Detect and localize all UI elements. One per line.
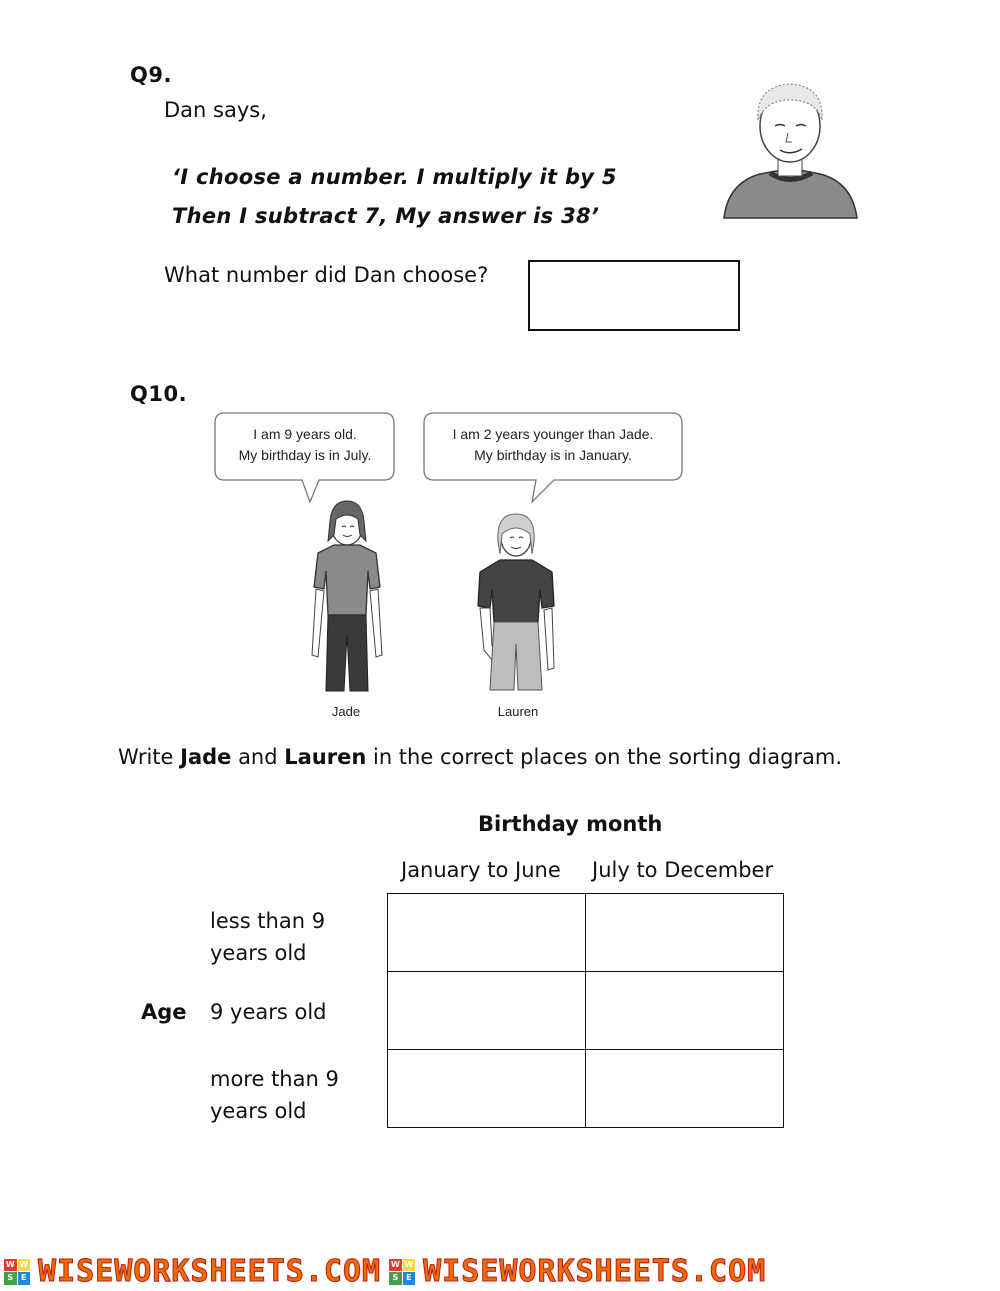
logo-icon: W W S E [4,1259,30,1285]
watermark-text-1: WISEWORKSHEETS.COM [38,1254,382,1289]
cell-more-than-9-jul-dec[interactable] [586,1050,784,1128]
sorting-table [387,893,784,1128]
table-row [388,894,784,972]
table-row [388,972,784,1050]
q9-quote-line1: ‘I choose a number. I multiply it by 5 [172,165,617,189]
cell-9-years-jul-dec[interactable] [586,972,784,1050]
dan-illustration [720,78,860,220]
cell-9-years-jan-jun[interactable] [388,972,586,1050]
q9-intro: Dan says, [164,98,267,122]
cell-less-than-9-jul-dec[interactable] [586,894,784,972]
bubble-lauren-line2: My birthday is in January. [474,447,632,463]
row-label-1 [210,905,325,969]
bubble-lauren-line1: I am 2 years younger than Jade. [452,426,654,442]
q9-answer-box[interactable] [528,260,740,331]
lauren-figure [470,510,565,695]
q9-question: What number did Dan choose? [164,263,489,287]
row-label-2: 9 years old [210,1000,327,1024]
cell-more-than-9-jan-jun[interactable] [388,1050,586,1128]
name-lauren: Lauren [497,704,539,719]
instruction-part1: Write [118,745,181,769]
column-header-1: January to June [401,858,561,882]
instruction-part3: in the correct places on the sorting diagram. [366,745,843,769]
row-title: Age [141,1000,187,1024]
q10-instruction [118,745,842,769]
bubble-jade-text [215,424,395,466]
column-header-2: July to December [592,858,774,882]
cell-less-than-9-jan-jun[interactable] [388,894,586,972]
bubble-jade-line1: I am 9 years old. [253,426,357,442]
instruction-lauren: Lauren [284,745,367,769]
q9-label: Q9. [130,63,172,87]
jade-figure [300,495,395,695]
row-label-3 [210,1063,339,1127]
footer-watermark [0,1252,1000,1291]
table-row [388,1050,784,1128]
q10-label: Q10. [130,382,188,406]
bubble-jade-line2: My birthday is in July. [238,447,372,463]
row-label-1-line2: years old [210,941,307,965]
row-label-3-line1: more than 9 [210,1067,339,1091]
name-jade: Jade [331,704,361,719]
instruction-jade: Jade [180,745,232,769]
row-label-1-line1: less than 9 [210,909,326,933]
column-title: Birthday month [478,812,663,836]
logo-icon: W W S E [389,1259,415,1285]
watermark-text-2: WISEWORKSHEETS.COM [423,1254,767,1289]
row-label-3-line2: years old [210,1099,307,1123]
q9-quote-line2: Then I subtract 7, My answer is 38’ [172,204,600,228]
bubble-lauren-text [424,424,682,466]
instruction-part2: and [231,745,285,769]
